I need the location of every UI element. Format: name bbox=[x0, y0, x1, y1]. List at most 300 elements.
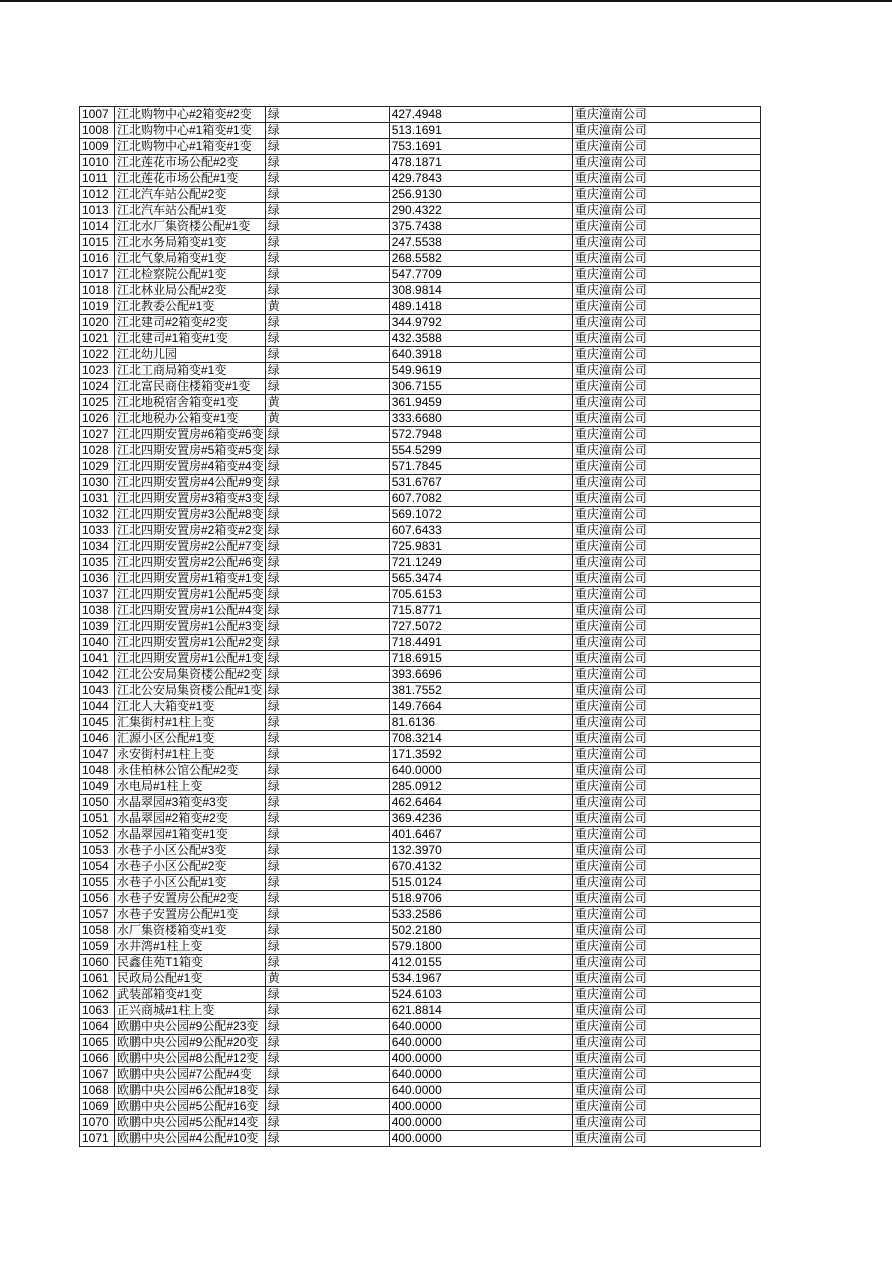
value-cell[interactable]: 621.8814 bbox=[389, 1003, 572, 1019]
row-number-cell[interactable]: 1059 bbox=[80, 939, 115, 955]
device-name-cell[interactable]: 江北四期安置房#4箱变#4变 bbox=[115, 459, 266, 475]
value-cell[interactable]: 705.6153 bbox=[389, 587, 572, 603]
company-cell[interactable]: 重庆潼南公司 bbox=[572, 491, 760, 507]
device-name-cell[interactable]: 水晶翠园#3箱变#3变 bbox=[115, 795, 266, 811]
row-number-cell[interactable]: 1067 bbox=[80, 1067, 115, 1083]
device-name-cell[interactable]: 欧鹏中央公园#6公配#18变 bbox=[115, 1083, 266, 1099]
device-name-cell[interactable]: 江北幼儿园 bbox=[115, 347, 266, 363]
value-cell[interactable]: 607.6433 bbox=[389, 523, 572, 539]
row-number-cell[interactable]: 1058 bbox=[80, 923, 115, 939]
device-name-cell[interactable]: 江北四期安置房#2公配#7变 bbox=[115, 539, 266, 555]
row-number-cell[interactable]: 1029 bbox=[80, 459, 115, 475]
status-cell[interactable]: 绿 bbox=[265, 795, 389, 811]
status-cell[interactable]: 绿 bbox=[265, 235, 389, 251]
row-number-cell[interactable]: 1038 bbox=[80, 603, 115, 619]
status-cell[interactable]: 绿 bbox=[265, 283, 389, 299]
company-cell[interactable]: 重庆潼南公司 bbox=[572, 139, 760, 155]
device-name-cell[interactable]: 江北地税宿舍箱变#1变 bbox=[115, 395, 266, 411]
device-name-cell[interactable]: 江北教委公配#1变 bbox=[115, 299, 266, 315]
status-cell[interactable]: 绿 bbox=[265, 507, 389, 523]
value-cell[interactable]: 640.3918 bbox=[389, 347, 572, 363]
value-cell[interactable]: 268.5582 bbox=[389, 251, 572, 267]
company-cell[interactable]: 重庆潼南公司 bbox=[572, 155, 760, 171]
status-cell[interactable]: 绿 bbox=[265, 1099, 389, 1115]
value-cell[interactable]: 524.6103 bbox=[389, 987, 572, 1003]
device-name-cell[interactable]: 民鑫佳苑T1箱变 bbox=[115, 955, 266, 971]
status-cell[interactable]: 绿 bbox=[265, 315, 389, 331]
row-number-cell[interactable]: 1019 bbox=[80, 299, 115, 315]
value-cell[interactable]: 533.2586 bbox=[389, 907, 572, 923]
row-number-cell[interactable]: 1054 bbox=[80, 859, 115, 875]
company-cell[interactable]: 重庆潼南公司 bbox=[572, 571, 760, 587]
company-cell[interactable]: 重庆潼南公司 bbox=[572, 331, 760, 347]
device-name-cell[interactable]: 正兴商城#1柱上变 bbox=[115, 1003, 266, 1019]
device-name-cell[interactable]: 江北建司#1箱变#1变 bbox=[115, 331, 266, 347]
value-cell[interactable]: 640.0000 bbox=[389, 1083, 572, 1099]
row-number-cell[interactable]: 1040 bbox=[80, 635, 115, 651]
status-cell[interactable]: 绿 bbox=[265, 379, 389, 395]
company-cell[interactable]: 重庆潼南公司 bbox=[572, 747, 760, 763]
row-number-cell[interactable]: 1032 bbox=[80, 507, 115, 523]
value-cell[interactable]: 462.6464 bbox=[389, 795, 572, 811]
company-cell[interactable]: 重庆潼南公司 bbox=[572, 459, 760, 475]
company-cell[interactable]: 重庆潼南公司 bbox=[572, 779, 760, 795]
value-cell[interactable]: 727.5072 bbox=[389, 619, 572, 635]
device-name-cell[interactable]: 江北莲花市场公配#2变 bbox=[115, 155, 266, 171]
company-cell[interactable]: 重庆潼南公司 bbox=[572, 1131, 760, 1147]
status-cell[interactable]: 绿 bbox=[265, 427, 389, 443]
device-name-cell[interactable]: 江北四期安置房#1箱变#1变 bbox=[115, 571, 266, 587]
value-cell[interactable]: 715.8771 bbox=[389, 603, 572, 619]
device-name-cell[interactable]: 水晶翠园#1箱变#1变 bbox=[115, 827, 266, 843]
row-number-cell[interactable]: 1039 bbox=[80, 619, 115, 635]
row-number-cell[interactable]: 1049 bbox=[80, 779, 115, 795]
status-cell[interactable]: 绿 bbox=[265, 251, 389, 267]
value-cell[interactable]: 515.0124 bbox=[389, 875, 572, 891]
status-cell[interactable]: 绿 bbox=[265, 347, 389, 363]
value-cell[interactable]: 569.1072 bbox=[389, 507, 572, 523]
status-cell[interactable]: 绿 bbox=[265, 267, 389, 283]
status-cell[interactable]: 绿 bbox=[265, 779, 389, 795]
company-cell[interactable]: 重庆潼南公司 bbox=[572, 219, 760, 235]
value-cell[interactable]: 718.4491 bbox=[389, 635, 572, 651]
device-name-cell[interactable]: 水巷子小区公配#3变 bbox=[115, 843, 266, 859]
company-cell[interactable]: 重庆潼南公司 bbox=[572, 603, 760, 619]
row-number-cell[interactable]: 1037 bbox=[80, 587, 115, 603]
device-name-cell[interactable]: 江北检察院公配#1变 bbox=[115, 267, 266, 283]
device-name-cell[interactable]: 欧鹏中央公园#7公配#4变 bbox=[115, 1067, 266, 1083]
device-name-cell[interactable]: 江北购物中心#1箱变#1变 bbox=[115, 123, 266, 139]
status-cell[interactable]: 绿 bbox=[265, 843, 389, 859]
status-cell[interactable]: 绿 bbox=[265, 331, 389, 347]
status-cell[interactable]: 绿 bbox=[265, 1083, 389, 1099]
status-cell[interactable]: 绿 bbox=[265, 939, 389, 955]
company-cell[interactable]: 重庆潼南公司 bbox=[572, 475, 760, 491]
value-cell[interactable]: 478.1871 bbox=[389, 155, 572, 171]
status-cell[interactable]: 绿 bbox=[265, 203, 389, 219]
company-cell[interactable]: 重庆潼南公司 bbox=[572, 587, 760, 603]
value-cell[interactable]: 400.0000 bbox=[389, 1131, 572, 1147]
status-cell[interactable]: 绿 bbox=[265, 523, 389, 539]
status-cell[interactable]: 绿 bbox=[265, 619, 389, 635]
status-cell[interactable]: 绿 bbox=[265, 827, 389, 843]
value-cell[interactable]: 565.3474 bbox=[389, 571, 572, 587]
value-cell[interactable]: 247.5538 bbox=[389, 235, 572, 251]
device-name-cell[interactable]: 水巷子小区公配#1变 bbox=[115, 875, 266, 891]
status-cell[interactable]: 绿 bbox=[265, 1115, 389, 1131]
device-name-cell[interactable]: 江北四期安置房#1公配#5变 bbox=[115, 587, 266, 603]
status-cell[interactable]: 黄 bbox=[265, 971, 389, 987]
company-cell[interactable]: 重庆潼南公司 bbox=[572, 955, 760, 971]
company-cell[interactable]: 重庆潼南公司 bbox=[572, 619, 760, 635]
status-cell[interactable]: 绿 bbox=[265, 187, 389, 203]
value-cell[interactable]: 400.0000 bbox=[389, 1099, 572, 1115]
device-name-cell[interactable]: 江北购物中心#2箱变#2变 bbox=[115, 107, 266, 123]
company-cell[interactable]: 重庆潼南公司 bbox=[572, 699, 760, 715]
company-cell[interactable]: 重庆潼南公司 bbox=[572, 1083, 760, 1099]
value-cell[interactable]: 375.7438 bbox=[389, 219, 572, 235]
company-cell[interactable]: 重庆潼南公司 bbox=[572, 859, 760, 875]
status-cell[interactable]: 绿 bbox=[265, 811, 389, 827]
company-cell[interactable]: 重庆潼南公司 bbox=[572, 379, 760, 395]
device-name-cell[interactable]: 江北工商局箱变#1变 bbox=[115, 363, 266, 379]
company-cell[interactable]: 重庆潼南公司 bbox=[572, 411, 760, 427]
device-name-cell[interactable]: 水巷子小区公配#2变 bbox=[115, 859, 266, 875]
value-cell[interactable]: 361.9459 bbox=[389, 395, 572, 411]
value-cell[interactable]: 400.0000 bbox=[389, 1051, 572, 1067]
company-cell[interactable]: 重庆潼南公司 bbox=[572, 443, 760, 459]
device-name-cell[interactable]: 水巷子安置房公配#2变 bbox=[115, 891, 266, 907]
status-cell[interactable]: 绿 bbox=[265, 683, 389, 699]
row-number-cell[interactable]: 1065 bbox=[80, 1035, 115, 1051]
device-name-cell[interactable]: 江北林业局公配#2变 bbox=[115, 283, 266, 299]
status-cell[interactable]: 黄 bbox=[265, 299, 389, 315]
row-number-cell[interactable]: 1026 bbox=[80, 411, 115, 427]
value-cell[interactable]: 393.6696 bbox=[389, 667, 572, 683]
value-cell[interactable]: 572.7948 bbox=[389, 427, 572, 443]
row-number-cell[interactable]: 1016 bbox=[80, 251, 115, 267]
value-cell[interactable]: 670.4132 bbox=[389, 859, 572, 875]
company-cell[interactable]: 重庆潼南公司 bbox=[572, 843, 760, 859]
value-cell[interactable]: 149.7664 bbox=[389, 699, 572, 715]
company-cell[interactable]: 重庆潼南公司 bbox=[572, 987, 760, 1003]
row-number-cell[interactable]: 1047 bbox=[80, 747, 115, 763]
value-cell[interactable]: 381.7552 bbox=[389, 683, 572, 699]
row-number-cell[interactable]: 1041 bbox=[80, 651, 115, 667]
status-cell[interactable]: 绿 bbox=[265, 139, 389, 155]
status-cell[interactable]: 绿 bbox=[265, 731, 389, 747]
row-number-cell[interactable]: 1066 bbox=[80, 1051, 115, 1067]
value-cell[interactable]: 531.6767 bbox=[389, 475, 572, 491]
status-cell[interactable]: 绿 bbox=[265, 587, 389, 603]
row-number-cell[interactable]: 1043 bbox=[80, 683, 115, 699]
company-cell[interactable]: 重庆潼南公司 bbox=[572, 347, 760, 363]
company-cell[interactable]: 重庆潼南公司 bbox=[572, 1003, 760, 1019]
value-cell[interactable]: 721.1249 bbox=[389, 555, 572, 571]
value-cell[interactable]: 640.0000 bbox=[389, 1035, 572, 1051]
company-cell[interactable]: 重庆潼南公司 bbox=[572, 171, 760, 187]
value-cell[interactable]: 432.3588 bbox=[389, 331, 572, 347]
device-name-cell[interactable]: 水电局#1柱上变 bbox=[115, 779, 266, 795]
company-cell[interactable]: 重庆潼南公司 bbox=[572, 1035, 760, 1051]
row-number-cell[interactable]: 1060 bbox=[80, 955, 115, 971]
company-cell[interactable]: 重庆潼南公司 bbox=[572, 395, 760, 411]
row-number-cell[interactable]: 1069 bbox=[80, 1099, 115, 1115]
status-cell[interactable]: 绿 bbox=[265, 763, 389, 779]
row-number-cell[interactable]: 1007 bbox=[80, 107, 115, 123]
device-name-cell[interactable]: 江北水务局箱变#1变 bbox=[115, 235, 266, 251]
value-cell[interactable]: 171.3592 bbox=[389, 747, 572, 763]
status-cell[interactable]: 绿 bbox=[265, 219, 389, 235]
row-number-cell[interactable]: 1031 bbox=[80, 491, 115, 507]
device-name-cell[interactable]: 水厂集资楼箱变#1变 bbox=[115, 923, 266, 939]
value-cell[interactable]: 81.6136 bbox=[389, 715, 572, 731]
value-cell[interactable]: 429.7843 bbox=[389, 171, 572, 187]
company-cell[interactable]: 重庆潼南公司 bbox=[572, 907, 760, 923]
company-cell[interactable]: 重庆潼南公司 bbox=[572, 1051, 760, 1067]
device-name-cell[interactable]: 江北四期安置房#6箱变#6变 bbox=[115, 427, 266, 443]
company-cell[interactable]: 重庆潼南公司 bbox=[572, 363, 760, 379]
row-number-cell[interactable]: 1028 bbox=[80, 443, 115, 459]
status-cell[interactable]: 绿 bbox=[265, 555, 389, 571]
row-number-cell[interactable]: 1044 bbox=[80, 699, 115, 715]
row-number-cell[interactable]: 1017 bbox=[80, 267, 115, 283]
status-cell[interactable]: 绿 bbox=[265, 955, 389, 971]
value-cell[interactable]: 132.3970 bbox=[389, 843, 572, 859]
device-name-cell[interactable]: 江北公安局集资楼公配#1变 bbox=[115, 683, 266, 699]
value-cell[interactable]: 640.0000 bbox=[389, 1019, 572, 1035]
company-cell[interactable]: 重庆潼南公司 bbox=[572, 827, 760, 843]
status-cell[interactable]: 黄 bbox=[265, 411, 389, 427]
device-name-cell[interactable]: 江北购物中心#1箱变#1变 bbox=[115, 139, 266, 155]
status-cell[interactable]: 绿 bbox=[265, 747, 389, 763]
value-cell[interactable]: 579.1800 bbox=[389, 939, 572, 955]
status-cell[interactable]: 绿 bbox=[265, 651, 389, 667]
company-cell[interactable]: 重庆潼南公司 bbox=[572, 635, 760, 651]
row-number-cell[interactable]: 1052 bbox=[80, 827, 115, 843]
company-cell[interactable]: 重庆潼南公司 bbox=[572, 1115, 760, 1131]
status-cell[interactable]: 绿 bbox=[265, 875, 389, 891]
device-name-cell[interactable]: 汇集街村#1柱上变 bbox=[115, 715, 266, 731]
value-cell[interactable]: 708.3214 bbox=[389, 731, 572, 747]
device-name-cell[interactable]: 江北富民商住楼箱变#1变 bbox=[115, 379, 266, 395]
company-cell[interactable]: 重庆潼南公司 bbox=[572, 811, 760, 827]
device-name-cell[interactable]: 永佳柏林公馆公配#2变 bbox=[115, 763, 266, 779]
device-name-cell[interactable]: 欧鹏中央公园#9公配#23变 bbox=[115, 1019, 266, 1035]
value-cell[interactable]: 285.0912 bbox=[389, 779, 572, 795]
row-number-cell[interactable]: 1064 bbox=[80, 1019, 115, 1035]
row-number-cell[interactable]: 1051 bbox=[80, 811, 115, 827]
device-name-cell[interactable]: 江北四期安置房#4公配#9变 bbox=[115, 475, 266, 491]
device-name-cell[interactable]: 民政局公配#1变 bbox=[115, 971, 266, 987]
status-cell[interactable]: 绿 bbox=[265, 539, 389, 555]
status-cell[interactable]: 绿 bbox=[265, 459, 389, 475]
device-name-cell[interactable]: 武装部箱变#1变 bbox=[115, 987, 266, 1003]
value-cell[interactable]: 427.4948 bbox=[389, 107, 572, 123]
row-number-cell[interactable]: 1021 bbox=[80, 331, 115, 347]
company-cell[interactable]: 重庆潼南公司 bbox=[572, 1019, 760, 1035]
row-number-cell[interactable]: 1015 bbox=[80, 235, 115, 251]
row-number-cell[interactable]: 1011 bbox=[80, 171, 115, 187]
status-cell[interactable]: 绿 bbox=[265, 171, 389, 187]
company-cell[interactable]: 重庆潼南公司 bbox=[572, 651, 760, 667]
row-number-cell[interactable]: 1053 bbox=[80, 843, 115, 859]
row-number-cell[interactable]: 1025 bbox=[80, 395, 115, 411]
status-cell[interactable]: 绿 bbox=[265, 715, 389, 731]
value-cell[interactable]: 518.9706 bbox=[389, 891, 572, 907]
company-cell[interactable]: 重庆潼南公司 bbox=[572, 971, 760, 987]
value-cell[interactable]: 513.1691 bbox=[389, 123, 572, 139]
company-cell[interactable]: 重庆潼南公司 bbox=[572, 763, 760, 779]
device-name-cell[interactable]: 江北四期安置房#1公配#2变 bbox=[115, 635, 266, 651]
company-cell[interactable]: 重庆潼南公司 bbox=[572, 251, 760, 267]
value-cell[interactable]: 571.7845 bbox=[389, 459, 572, 475]
value-cell[interactable]: 344.9792 bbox=[389, 315, 572, 331]
company-cell[interactable]: 重庆潼南公司 bbox=[572, 667, 760, 683]
status-cell[interactable]: 绿 bbox=[265, 603, 389, 619]
status-cell[interactable]: 绿 bbox=[265, 987, 389, 1003]
value-cell[interactable]: 308.9814 bbox=[389, 283, 572, 299]
company-cell[interactable]: 重庆潼南公司 bbox=[572, 939, 760, 955]
device-name-cell[interactable]: 江北四期安置房#2箱变#2变 bbox=[115, 523, 266, 539]
row-number-cell[interactable]: 1048 bbox=[80, 763, 115, 779]
company-cell[interactable]: 重庆潼南公司 bbox=[572, 283, 760, 299]
device-name-cell[interactable]: 水井湾#1柱上变 bbox=[115, 939, 266, 955]
company-cell[interactable]: 重庆潼南公司 bbox=[572, 683, 760, 699]
value-cell[interactable]: 333.6680 bbox=[389, 411, 572, 427]
company-cell[interactable]: 重庆潼南公司 bbox=[572, 203, 760, 219]
row-number-cell[interactable]: 1063 bbox=[80, 1003, 115, 1019]
value-cell[interactable]: 256.9130 bbox=[389, 187, 572, 203]
device-name-cell[interactable]: 江北四期安置房#1公配#1变 bbox=[115, 651, 266, 667]
device-name-cell[interactable]: 江北汽车站公配#2变 bbox=[115, 187, 266, 203]
row-number-cell[interactable]: 1056 bbox=[80, 891, 115, 907]
device-name-cell[interactable]: 欧鹏中央公园#9公配#20变 bbox=[115, 1035, 266, 1051]
value-cell[interactable]: 753.1691 bbox=[389, 139, 572, 155]
status-cell[interactable]: 绿 bbox=[265, 859, 389, 875]
company-cell[interactable]: 重庆潼南公司 bbox=[572, 267, 760, 283]
value-cell[interactable]: 489.1418 bbox=[389, 299, 572, 315]
device-name-cell[interactable]: 江北四期安置房#1公配#4变 bbox=[115, 603, 266, 619]
row-number-cell[interactable]: 1008 bbox=[80, 123, 115, 139]
device-name-cell[interactable]: 江北四期安置房#5箱变#5变 bbox=[115, 443, 266, 459]
device-name-cell[interactable]: 欧鹏中央公园#5公配#16变 bbox=[115, 1099, 266, 1115]
row-number-cell[interactable]: 1035 bbox=[80, 555, 115, 571]
status-cell[interactable]: 绿 bbox=[265, 363, 389, 379]
company-cell[interactable]: 重庆潼南公司 bbox=[572, 235, 760, 251]
company-cell[interactable]: 重庆潼南公司 bbox=[572, 875, 760, 891]
row-number-cell[interactable]: 1023 bbox=[80, 363, 115, 379]
row-number-cell[interactable]: 1034 bbox=[80, 539, 115, 555]
company-cell[interactable]: 重庆潼南公司 bbox=[572, 555, 760, 571]
row-number-cell[interactable]: 1010 bbox=[80, 155, 115, 171]
status-cell[interactable]: 绿 bbox=[265, 667, 389, 683]
value-cell[interactable]: 369.4236 bbox=[389, 811, 572, 827]
company-cell[interactable]: 重庆潼南公司 bbox=[572, 795, 760, 811]
device-name-cell[interactable]: 水晶翠园#2箱变#2变 bbox=[115, 811, 266, 827]
device-name-cell[interactable]: 欧鹏中央公园#5公配#14变 bbox=[115, 1115, 266, 1131]
status-cell[interactable]: 绿 bbox=[265, 1131, 389, 1147]
value-cell[interactable]: 400.0000 bbox=[389, 1115, 572, 1131]
status-cell[interactable]: 绿 bbox=[265, 491, 389, 507]
company-cell[interactable]: 重庆潼南公司 bbox=[572, 715, 760, 731]
device-name-cell[interactable]: 江北地税办公箱变#1变 bbox=[115, 411, 266, 427]
row-number-cell[interactable]: 1042 bbox=[80, 667, 115, 683]
device-name-cell[interactable]: 江北人大箱变#1变 bbox=[115, 699, 266, 715]
row-number-cell[interactable]: 1009 bbox=[80, 139, 115, 155]
status-cell[interactable]: 绿 bbox=[265, 923, 389, 939]
status-cell[interactable]: 绿 bbox=[265, 699, 389, 715]
device-name-cell[interactable]: 江北汽车站公配#1变 bbox=[115, 203, 266, 219]
value-cell[interactable]: 725.9831 bbox=[389, 539, 572, 555]
value-cell[interactable]: 547.7709 bbox=[389, 267, 572, 283]
company-cell[interactable]: 重庆潼南公司 bbox=[572, 891, 760, 907]
row-number-cell[interactable]: 1027 bbox=[80, 427, 115, 443]
company-cell[interactable]: 重庆潼南公司 bbox=[572, 315, 760, 331]
status-cell[interactable]: 绿 bbox=[265, 1051, 389, 1067]
row-number-cell[interactable]: 1055 bbox=[80, 875, 115, 891]
status-cell[interactable]: 绿 bbox=[265, 107, 389, 123]
row-number-cell[interactable]: 1014 bbox=[80, 219, 115, 235]
value-cell[interactable]: 640.0000 bbox=[389, 763, 572, 779]
status-cell[interactable]: 绿 bbox=[265, 1035, 389, 1051]
device-name-cell[interactable]: 江北四期安置房#2公配#6变 bbox=[115, 555, 266, 571]
row-number-cell[interactable]: 1022 bbox=[80, 347, 115, 363]
company-cell[interactable]: 重庆潼南公司 bbox=[572, 123, 760, 139]
device-name-cell[interactable]: 江北莲花市场公配#1变 bbox=[115, 171, 266, 187]
device-name-cell[interactable]: 欧鹏中央公园#4公配#10变 bbox=[115, 1131, 266, 1147]
value-cell[interactable]: 534.1967 bbox=[389, 971, 572, 987]
company-cell[interactable]: 重庆潼南公司 bbox=[572, 923, 760, 939]
status-cell[interactable]: 绿 bbox=[265, 1019, 389, 1035]
device-name-cell[interactable]: 江北水厂集资楼公配#1变 bbox=[115, 219, 266, 235]
row-number-cell[interactable]: 1062 bbox=[80, 987, 115, 1003]
value-cell[interactable]: 549.9619 bbox=[389, 363, 572, 379]
row-number-cell[interactable]: 1033 bbox=[80, 523, 115, 539]
value-cell[interactable]: 401.6467 bbox=[389, 827, 572, 843]
device-name-cell[interactable]: 永安街村#1柱上变 bbox=[115, 747, 266, 763]
company-cell[interactable]: 重庆潼南公司 bbox=[572, 187, 760, 203]
company-cell[interactable]: 重庆潼南公司 bbox=[572, 1067, 760, 1083]
row-number-cell[interactable]: 1050 bbox=[80, 795, 115, 811]
status-cell[interactable]: 绿 bbox=[265, 443, 389, 459]
row-number-cell[interactable]: 1018 bbox=[80, 283, 115, 299]
row-number-cell[interactable]: 1045 bbox=[80, 715, 115, 731]
row-number-cell[interactable]: 1030 bbox=[80, 475, 115, 491]
device-name-cell[interactable]: 欧鹏中央公园#8公配#12变 bbox=[115, 1051, 266, 1067]
company-cell[interactable]: 重庆潼南公司 bbox=[572, 107, 760, 123]
status-cell[interactable]: 绿 bbox=[265, 123, 389, 139]
status-cell[interactable]: 黄 bbox=[265, 395, 389, 411]
device-name-cell[interactable]: 江北气象局箱变#1变 bbox=[115, 251, 266, 267]
row-number-cell[interactable]: 1057 bbox=[80, 907, 115, 923]
row-number-cell[interactable]: 1012 bbox=[80, 187, 115, 203]
status-cell[interactable]: 绿 bbox=[265, 907, 389, 923]
value-cell[interactable]: 306.7155 bbox=[389, 379, 572, 395]
row-number-cell[interactable]: 1070 bbox=[80, 1115, 115, 1131]
company-cell[interactable]: 重庆潼南公司 bbox=[572, 299, 760, 315]
value-cell[interactable]: 554.5299 bbox=[389, 443, 572, 459]
company-cell[interactable]: 重庆潼南公司 bbox=[572, 1099, 760, 1115]
status-cell[interactable]: 绿 bbox=[265, 155, 389, 171]
row-number-cell[interactable]: 1061 bbox=[80, 971, 115, 987]
row-number-cell[interactable]: 1046 bbox=[80, 731, 115, 747]
company-cell[interactable]: 重庆潼南公司 bbox=[572, 427, 760, 443]
status-cell[interactable]: 绿 bbox=[265, 891, 389, 907]
device-name-cell[interactable]: 江北建司#2箱变#2变 bbox=[115, 315, 266, 331]
device-name-cell[interactable]: 江北公安局集资楼公配#2变 bbox=[115, 667, 266, 683]
status-cell[interactable]: 绿 bbox=[265, 571, 389, 587]
